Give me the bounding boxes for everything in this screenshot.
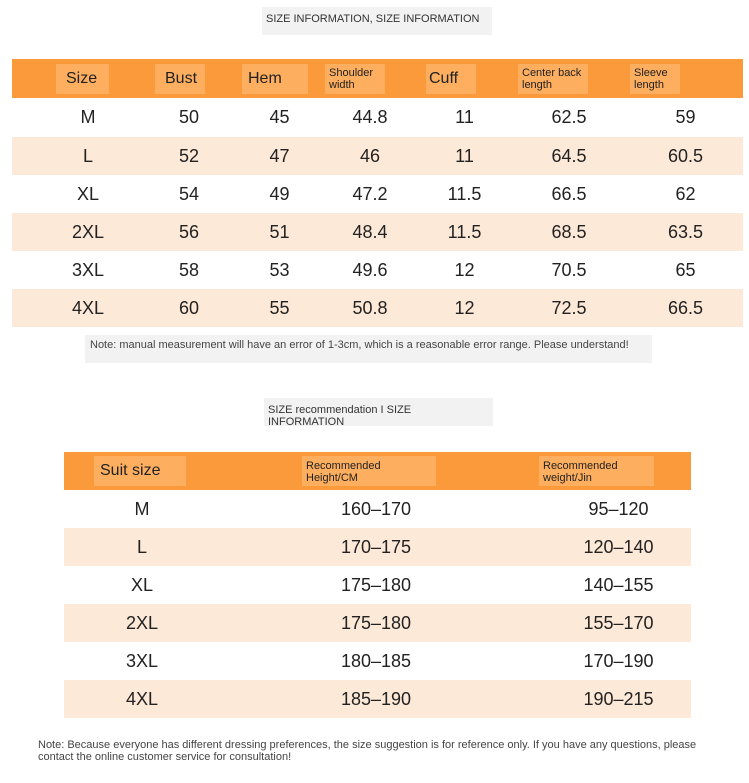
shoulder-cell: 46 <box>321 137 419 175</box>
height-cell: 185–190 <box>220 680 456 718</box>
height-cell: 175–180 <box>220 604 456 642</box>
suit-size-cell: 4XL <box>64 680 220 718</box>
size-info-title: SIZE INFORMATION, SIZE INFORMATION <box>262 7 492 35</box>
col-header-suit-size: Suit size <box>94 456 186 486</box>
sleeve-length-cell: 59 <box>628 98 743 137</box>
bust-cell: 50 <box>140 98 238 137</box>
measurement-note: Note: manual measurement will have an error of 1-3cm, which is a reasonable error range. Please understand! <box>85 335 652 363</box>
back-length-cell: 68.5 <box>510 213 628 251</box>
sleeve-length-cell: 60.5 <box>628 137 743 175</box>
bust-cell: 58 <box>140 251 238 289</box>
height-cell: 160–170 <box>220 490 456 528</box>
recommendation-note: Note: Because everyone has different dressing preferences, the size suggestion is for reference only. If you have any questions, please contact the online customer service for consultation! <box>33 735 733 765</box>
col-header-recommended-height: Recommended Height/CM <box>302 456 436 486</box>
weight-cell: 170–190 <box>456 642 691 680</box>
recommendation-table <box>64 452 691 718</box>
back-length-cell: 72.5 <box>510 289 628 327</box>
col-header-sleeve-length: Sleeve length <box>630 64 680 94</box>
col-header-cuff: Cuff <box>426 64 476 94</box>
size-cell: M <box>12 98 140 137</box>
table-row <box>12 289 743 327</box>
suit-size-cell: XL <box>64 566 220 604</box>
hem-cell: 45 <box>238 98 321 137</box>
cuff-cell: 11 <box>419 98 510 137</box>
col-header-shoulder-width: Shoulder width <box>325 64 385 94</box>
bust-cell: 60 <box>140 289 238 327</box>
suit-size-cell: L <box>64 528 220 566</box>
bust-cell: 52 <box>140 137 238 175</box>
cuff-cell: 11 <box>419 137 510 175</box>
weight-cell: 155–170 <box>456 604 691 642</box>
size-cell: XL <box>12 175 140 213</box>
hem-cell: 55 <box>238 289 321 327</box>
table-row <box>64 528 691 566</box>
size-cell: 2XL <box>12 213 140 251</box>
bust-cell: 54 <box>140 175 238 213</box>
col-header-recommended-weight: Recommended weight/Jin <box>539 456 654 486</box>
weight-cell: 120–140 <box>456 528 691 566</box>
size-cell: 3XL <box>12 251 140 289</box>
back-length-cell: 64.5 <box>510 137 628 175</box>
back-length-cell: 66.5 <box>510 175 628 213</box>
hem-cell: 49 <box>238 175 321 213</box>
shoulder-cell: 48.4 <box>321 213 419 251</box>
table-row <box>12 175 743 213</box>
col-header-bust: Bust <box>155 64 205 94</box>
height-cell: 175–180 <box>220 566 456 604</box>
weight-cell: 190–215 <box>456 680 691 718</box>
col-header-hem: Hem <box>242 64 308 94</box>
table-row <box>64 566 691 604</box>
shoulder-cell: 49.6 <box>321 251 419 289</box>
sleeve-length-cell: 62 <box>628 175 743 213</box>
height-cell: 180–185 <box>220 642 456 680</box>
col-header-size: Size <box>56 64 109 94</box>
shoulder-cell: 50.8 <box>321 289 419 327</box>
cuff-cell: 11.5 <box>419 175 510 213</box>
sleeve-length-cell: 66.5 <box>628 289 743 327</box>
sleeve-length-cell: 65 <box>628 251 743 289</box>
suit-size-cell: M <box>64 490 220 528</box>
cuff-cell: 11.5 <box>419 213 510 251</box>
weight-cell: 140–155 <box>456 566 691 604</box>
size-cell: L <box>12 137 140 175</box>
table-row <box>12 213 743 251</box>
recommendation-title: SIZE recommendation I SIZE INFORMATION <box>264 398 493 426</box>
bust-cell: 56 <box>140 213 238 251</box>
table-row <box>12 98 743 137</box>
table-row <box>12 251 743 289</box>
weight-cell: 95–120 <box>456 490 691 528</box>
suit-size-cell: 2XL <box>64 604 220 642</box>
hem-cell: 53 <box>238 251 321 289</box>
size-cell: 4XL <box>12 289 140 327</box>
table-row <box>64 642 691 680</box>
shoulder-cell: 47.2 <box>321 175 419 213</box>
sleeve-length-cell: 63.5 <box>628 213 743 251</box>
hem-cell: 51 <box>238 213 321 251</box>
shoulder-cell: 44.8 <box>321 98 419 137</box>
cuff-cell: 12 <box>419 289 510 327</box>
size-info-table <box>12 59 743 327</box>
table-row <box>64 680 691 718</box>
table-row <box>12 137 743 175</box>
back-length-cell: 70.5 <box>510 251 628 289</box>
table-row <box>64 604 691 642</box>
suit-size-cell: 3XL <box>64 642 220 680</box>
back-length-cell: 62.5 <box>510 98 628 137</box>
cuff-cell: 12 <box>419 251 510 289</box>
col-header-center-back-length: Center back length <box>518 64 588 94</box>
table-row <box>64 490 691 528</box>
height-cell: 170–175 <box>220 528 456 566</box>
hem-cell: 47 <box>238 137 321 175</box>
